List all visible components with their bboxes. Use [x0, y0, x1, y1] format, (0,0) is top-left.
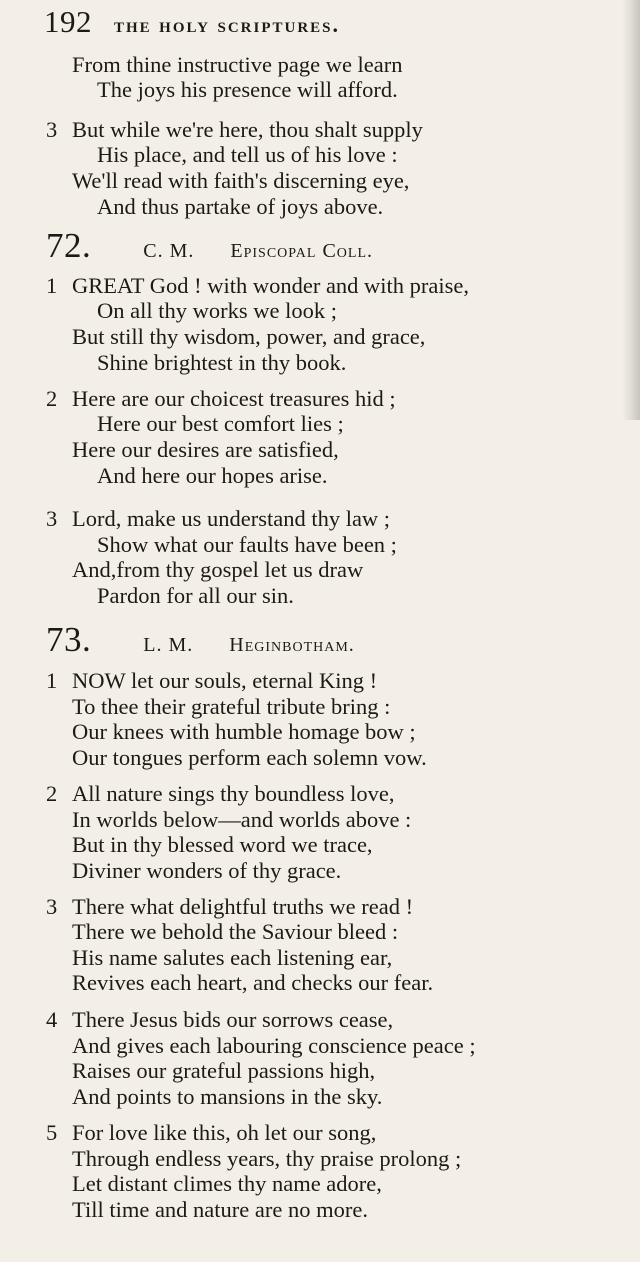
verse-line: Raises our grateful passions high, — [72, 1058, 376, 1083]
verse-line: Here our best comfort lies ; — [97, 411, 344, 436]
verse-line: Revives each heart, and checks our fear. — [72, 970, 434, 995]
stanza-number: 3 — [46, 117, 58, 142]
stanza-number: 4 — [46, 1007, 58, 1032]
verse-line: But while we're here, thou shalt supply — [72, 117, 423, 142]
verse-line: For love like this, oh let our song, — [72, 1120, 377, 1145]
verse-line: But in thy blessed word we trace, — [72, 832, 373, 857]
verse-line: Through endless years, thy praise prolong ; — [72, 1146, 462, 1171]
hymn-heading — [46, 226, 373, 266]
stanza-number: 5 — [46, 1120, 58, 1145]
verse-line: From thine instructive page we learn — [72, 52, 403, 77]
verse-line: Till time and nature are no more. — [72, 1197, 368, 1222]
verse-line: Here are our choicest treasures hid ; — [72, 386, 396, 411]
verse-line: To thee their grateful tribute bring : — [72, 694, 391, 719]
verse-line: And points to mansions in the sky. — [72, 1084, 383, 1109]
verse-line: GREAT God ! with wonder and with praise, — [72, 273, 470, 298]
running-title: the holy scriptures. — [114, 12, 340, 37]
verse-line: Our knees with humble homage bow ; — [72, 719, 416, 744]
hymn-meter: L. M. — [143, 634, 194, 656]
verse-line: Our tongues perform each solemn vow. — [72, 745, 427, 770]
stanza-number: 2 — [46, 781, 58, 806]
page-number: 192 — [44, 4, 92, 39]
verse-line: But still thy wisdom, power, and grace, — [72, 324, 426, 349]
verse-line: We'll read with faith's discerning eye, — [72, 168, 410, 193]
verse-line: There what delightful truths we read ! — [72, 894, 414, 919]
verse-line: Let distant climes thy name adore, — [72, 1171, 382, 1196]
stanza-number: 2 — [46, 386, 58, 411]
hymn-tune: Heginbotham. — [229, 634, 355, 656]
stanza-number: 3 — [46, 506, 58, 531]
hymn-tune: Episcopal Coll. — [230, 240, 373, 262]
verse-line: There we behold the Saviour bleed : — [72, 919, 399, 944]
stanza-number: 3 — [46, 894, 58, 919]
verse-line: Diviner wonders of thy grace. — [72, 858, 342, 883]
verse-line: And here our hopes arise. — [97, 463, 328, 488]
hymn-number: 72. — [46, 226, 92, 265]
hymn-meter: C. M. — [143, 240, 195, 262]
verse-line: And thus partake of joys above. — [97, 194, 384, 219]
stanza-number: 1 — [46, 668, 58, 693]
verse-line: His name salutes each listening ear, — [72, 945, 393, 970]
verse-line: Lord, make us understand thy law ; — [72, 506, 391, 531]
verse-line: His place, and tell us of his love : — [97, 142, 398, 167]
verse-line: There Jesus bids our sorrows cease, — [72, 1007, 394, 1032]
stanza-number: 1 — [46, 273, 58, 298]
verse-line: Show what our faults have been ; — [97, 532, 397, 557]
verse-line: NOW let our souls, eternal King ! — [72, 668, 378, 693]
verse-line: And,from thy gospel let us draw — [72, 557, 364, 582]
verse-line: The joys his presence will afford. — [97, 77, 398, 102]
verse-line: Shine brightest in thy book. — [97, 350, 347, 375]
hymn-heading — [46, 620, 355, 660]
verse-line: On all thy works we look ; — [97, 298, 337, 323]
verse-line: Pardon for all our sin. — [97, 583, 294, 608]
page-edge-shadow — [622, 0, 640, 420]
verse-line: In worlds below—and worlds above : — [72, 807, 412, 832]
hymn-number: 73. — [46, 620, 92, 659]
verse-line: All nature sings thy boundless love, — [72, 781, 395, 806]
page-header — [44, 4, 340, 48]
verse-line: Here our desires are satisfied, — [72, 437, 339, 462]
verse-line: And gives each labouring conscience peace ; — [72, 1033, 476, 1058]
